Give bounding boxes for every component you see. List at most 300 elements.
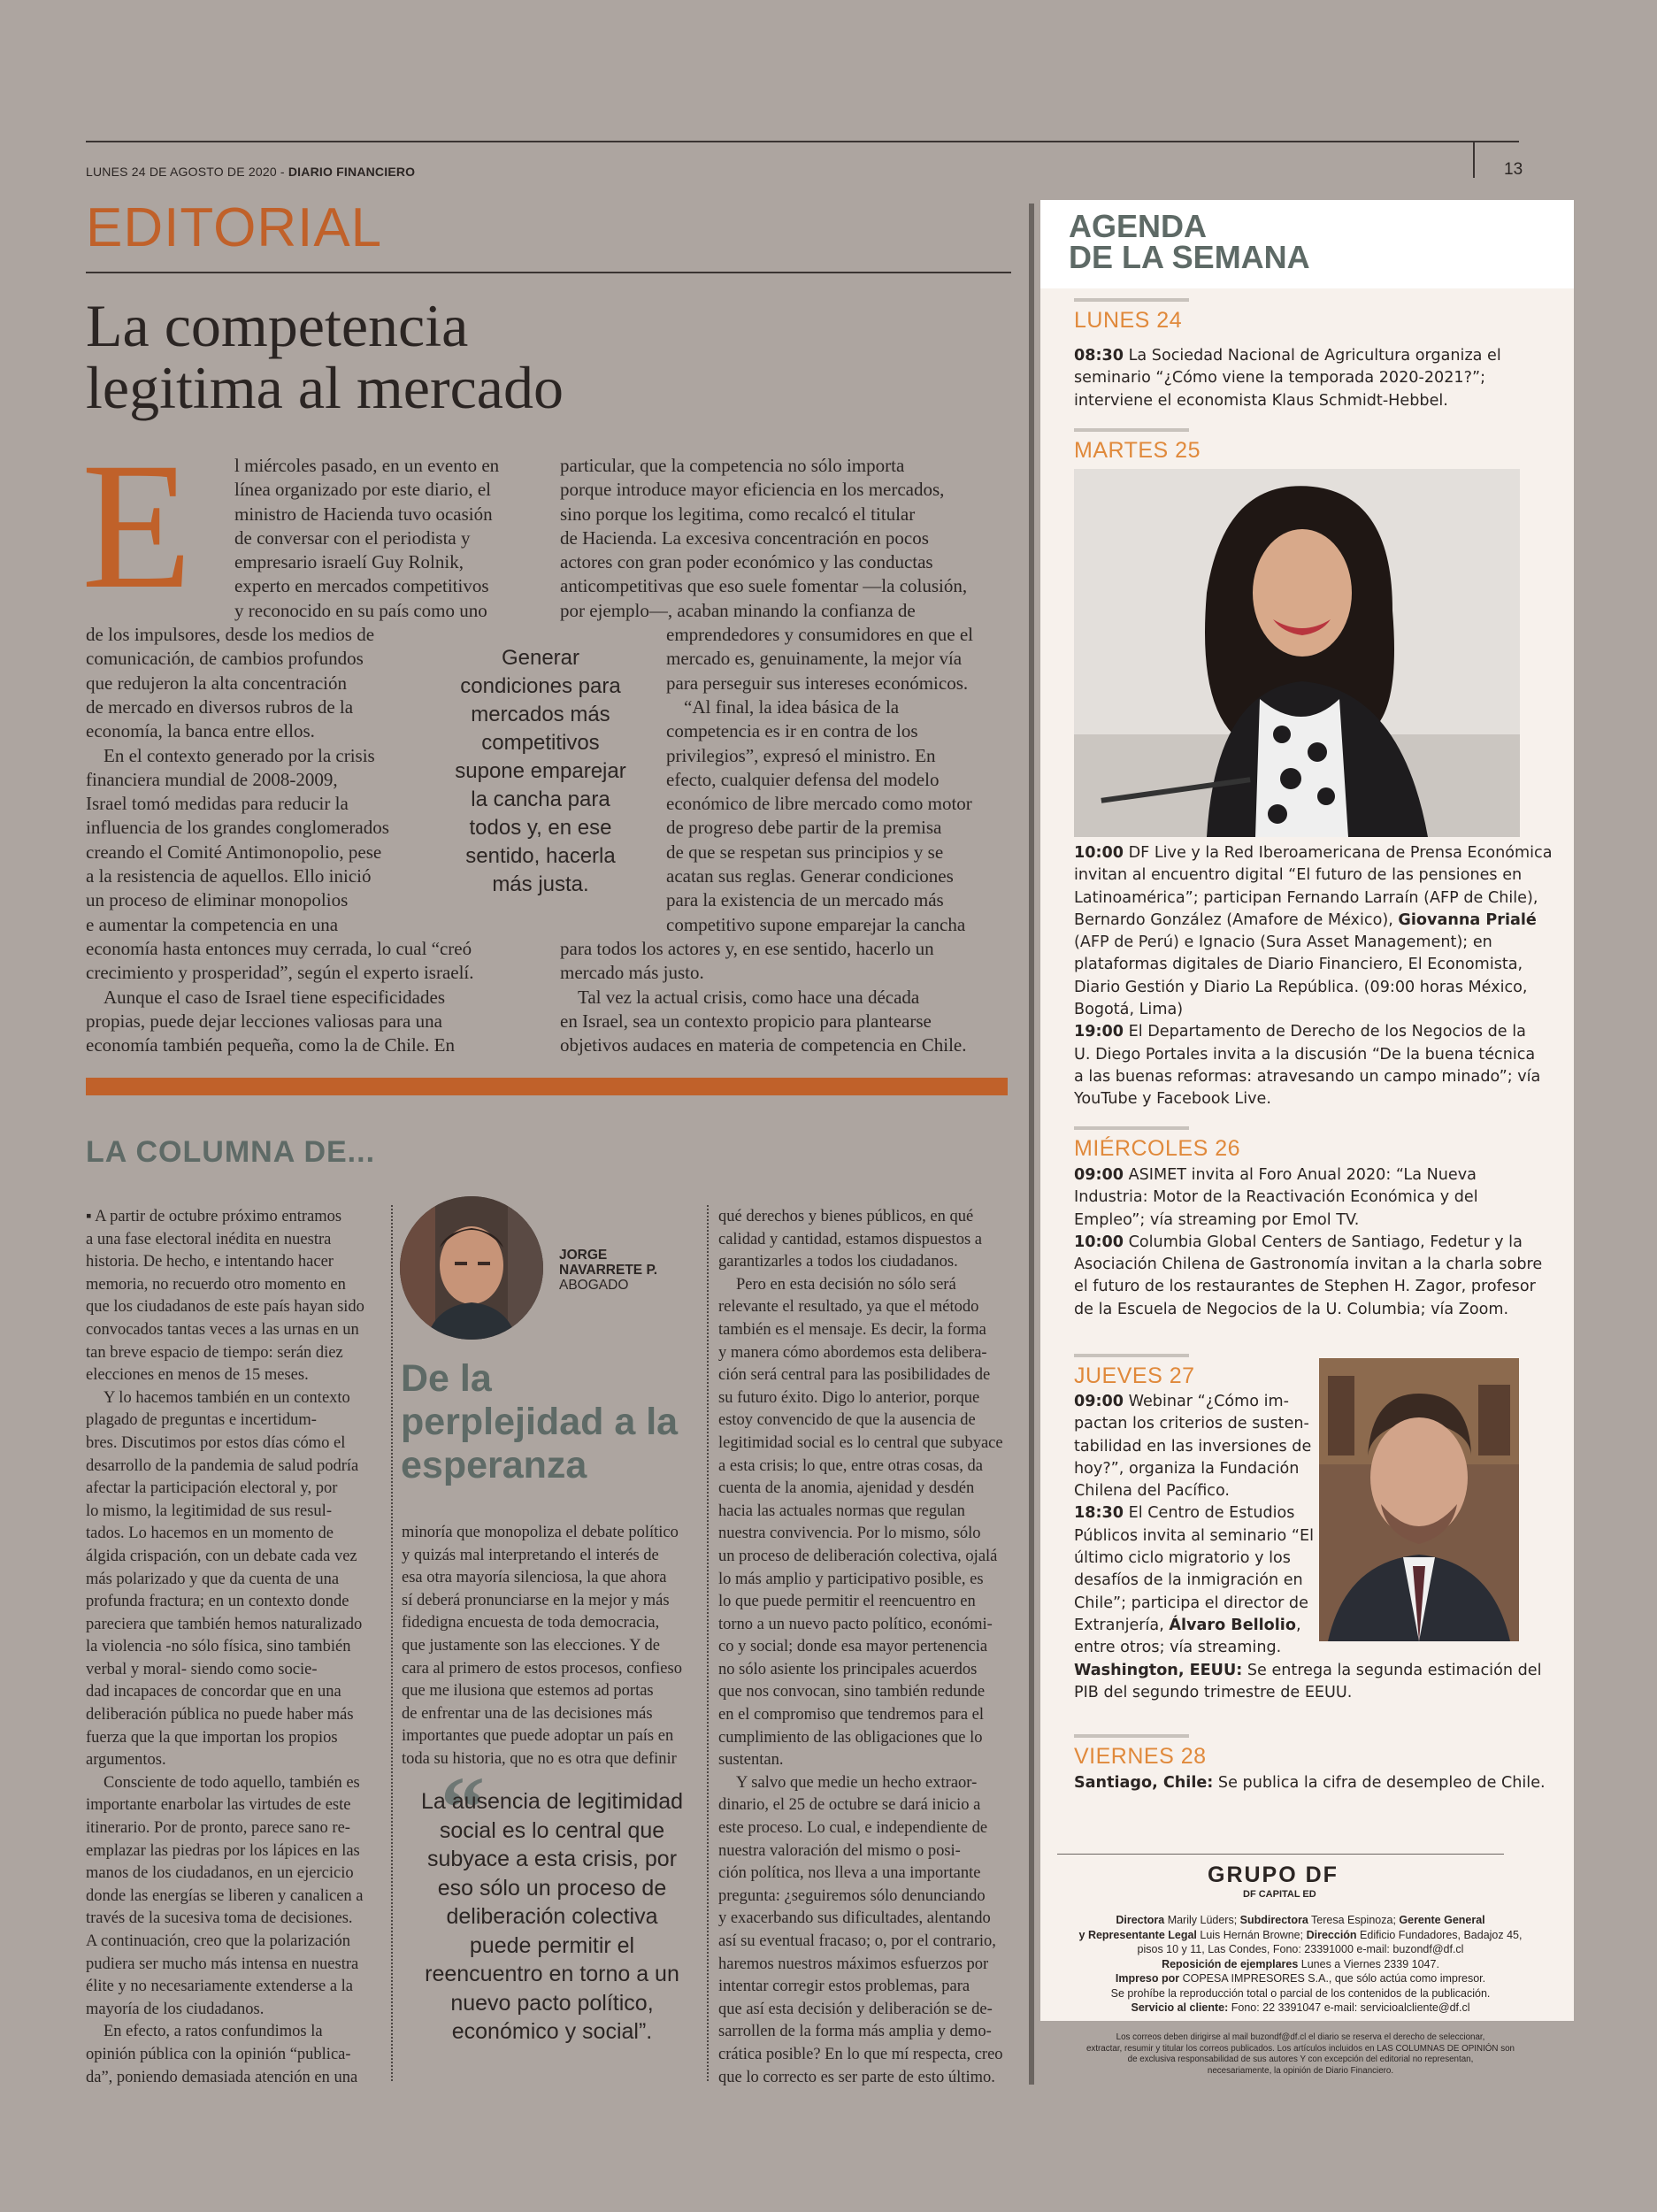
text-line: pareciera que también hemos naturalizado: [86, 1615, 363, 1633]
text-line: y manera cómo abordemos esta delibera-: [718, 1343, 987, 1362]
text-line: l miércoles pasado, en un evento en: [234, 455, 500, 476]
text-run: Diario Gestión y Diario La República. (09:00 horas México,: [1074, 978, 1528, 996]
agenda-line: [1074, 1187, 1534, 1209]
text-line: A continuación, creo que la polarización: [86, 1932, 350, 1950]
text-line: argumentos.: [86, 1751, 166, 1770]
text-line: co y social; donde esa mayor pertenencia: [718, 1638, 988, 1656]
text-run: Marily Lüders;: [1164, 1914, 1240, 1926]
text-run: COPESA IMPRESORES S.A., que sólo actúa como impresor.: [1179, 1972, 1486, 1985]
text-line: deliberación pública no puede haber más: [86, 1706, 354, 1724]
text-line: álgida crispación, con un debate cada vez: [86, 1547, 357, 1565]
text-line: que los ciudadanos de este país hayan sido: [86, 1298, 364, 1317]
text-run: Bernardo González (Amafore de México),: [1074, 910, 1399, 929]
agenda-line: [1074, 1593, 1534, 1615]
text-line: ción será central para las posibilidades de: [718, 1366, 991, 1385]
text-line: de los impulsores, desde los medios de: [86, 624, 375, 646]
text-run: Se publica la cifra de desempleo de Chile.: [1213, 1774, 1546, 1792]
text-line: torno a un nuevo pacto político, económi-: [718, 1615, 993, 1633]
agenda-monday-text: [1074, 345, 1534, 412]
agenda-sidebar-bar: [1029, 204, 1034, 2085]
agenda-line: [1057, 1942, 1544, 1957]
text-line: competitivo supone emparejar la cancha: [666, 913, 966, 935]
text-line: itinerario. Por de pronto, parece sano re-: [86, 1819, 350, 1838]
text-run: el futuro de los restaurantes de Stephen H. Zagor, profesor: [1074, 1278, 1536, 1296]
text-line: a esta crisis; lo que, entre otras cosas, da: [718, 1456, 983, 1475]
bold-run: 10:00: [1074, 1233, 1124, 1251]
bold-run: Servicio al cliente:: [1131, 2001, 1229, 2014]
bold-run: Directora: [1116, 1914, 1165, 1926]
column-text-3: [718, 1206, 1003, 2089]
text-run: U. Diego Portales invita a la discusión “De la buena técnica: [1074, 1045, 1536, 1064]
text-run: de la Escuela de Negocios de la U. Columbia; vía Zoom.: [1074, 1300, 1509, 1318]
text-line: más polarizado y que da cuenta de una: [86, 1570, 340, 1588]
text-run: Columbia Global Centers de Santiago, Fedetur y la: [1124, 1233, 1523, 1251]
editorial-headline: [86, 292, 970, 421]
text-line: emprendedores y consumidores en que el: [666, 624, 973, 646]
agenda-line: [1074, 1570, 1534, 1592]
text-line: Aunque el caso de Israel tiene especificidades: [104, 986, 445, 1008]
bold-run: Gerente General: [1399, 1914, 1485, 1926]
text-line: Y lo hacemos también en un contexto: [104, 1388, 350, 1407]
agenda-tuesday-text: [1074, 842, 1553, 1111]
text-line: importante enarbolar las virtudes de este: [86, 1796, 351, 1815]
text-run: DF Live y la Red Iberoamericana de Prensa Económica: [1124, 844, 1553, 862]
text-line: anticompetitivas que eso suele fomentar —la colusión,: [560, 575, 968, 597]
text-run: pactan los criterios de susten-: [1074, 1415, 1309, 1433]
text-line: opinión pública con la opinión “publica-: [86, 2045, 351, 2063]
author-byline: [559, 1248, 674, 1293]
agenda-line: [1074, 932, 1534, 954]
text-line: plagado de preguntas e incertidum-: [86, 1411, 317, 1430]
text-line: propias, puede dejar lecciones valiosas para una: [86, 1010, 442, 1032]
text-line: para perseguir sus intereses económicos.: [666, 672, 969, 694]
text-line: línea organizado por este diario, el: [234, 479, 492, 501]
text-line: así su eventual fracaso; o, por el contrario,: [718, 1932, 996, 1950]
agenda-line: [1074, 1772, 1552, 1794]
text-line: que me ilusiona que estemos ad portas: [402, 1682, 654, 1701]
day-rule: [1074, 1126, 1189, 1130]
text-line: fuerza que la que importan los propios: [86, 1728, 338, 1747]
bold-run: Subdirectora: [1239, 1914, 1308, 1926]
text-run: último ciclo migratorio y los: [1074, 1549, 1291, 1568]
bold-run: 09:00: [1074, 1393, 1124, 1410]
text-line: sarrollen de la forma más amplia y demo-: [718, 2023, 992, 2041]
agenda-line: [1074, 1044, 1534, 1066]
text-line: de enfrentar una de las decisiones más: [402, 1704, 653, 1723]
day-monday: LUNES 24: [1074, 308, 1183, 333]
text-run: Edificio Fundadores, Badajoz 45,: [1356, 1928, 1523, 1941]
column-pullquote: La ausencia de legitimidad social es lo central que subyace a esta crisis, por eso sólo un proceso de deliberación colectiva puede permitir el reencuentro en torno a un nuevo pacto político, económico y social”.: [420, 1789, 684, 2044]
column-divider-2: [707, 1205, 709, 2081]
text-run: hoy?”, organiza la Fundación: [1074, 1459, 1300, 1478]
agenda-line: [1074, 1021, 1534, 1043]
agenda-line: [1074, 1480, 1534, 1502]
date-text: LUNES 24 DE AGOSTO DE 2020 -: [86, 165, 285, 179]
text-line: que nos convocan, sino también redunde: [718, 1683, 986, 1701]
text-line: Consciente de todo aquello, también es: [104, 1773, 360, 1792]
agenda-line: [1074, 345, 1534, 367]
text-line: de que se respetan sus principios y se: [666, 841, 944, 863]
agenda-line: [1074, 1299, 1534, 1321]
text-line: actores con gran poder económico y las conductas: [560, 551, 933, 573]
text-line: minoría que monopoliza el debate político: [402, 1524, 679, 1541]
text-line: que redujeron la alta concentración: [86, 672, 348, 694]
text-line: un proceso de deliberación colectiva, ojalá: [718, 1547, 998, 1565]
text-run: Luis Hernán Browne;: [1196, 1928, 1307, 1941]
text-line: da”, poniendo demasiada atención en una: [86, 2068, 358, 2086]
text-line: e aumentar la competencia en una: [86, 913, 339, 935]
bold-run: Impreso por: [1115, 1972, 1180, 1985]
text-line: tan breve espacio de tiempo: serán diez: [86, 1343, 343, 1362]
text-line: la violencia -no sólo física, sino también: [86, 1638, 351, 1656]
text-line: acatan sus reglas. Generar condiciones: [666, 865, 954, 887]
text-line: nuestra convivencia. Por lo mismo, sólo: [718, 1525, 981, 1543]
text-run: Lunes a Viernes 2339 1047.: [1298, 1957, 1439, 1970]
text-run: seminario “¿Cómo viene la temporada 2020-2021?”;: [1074, 369, 1486, 388]
agenda-line: [1057, 2001, 1544, 2016]
text-line: Pero en esta decisión no sólo será: [736, 1275, 956, 1294]
column-text-1: [86, 1206, 364, 2089]
bold-run: Santiago, Chile:: [1074, 1774, 1214, 1792]
text-line: mayoría de los ciudadanos.: [86, 2000, 265, 2018]
section-rule: [86, 272, 1011, 273]
text-run: entre otros; vía streaming.: [1074, 1639, 1282, 1657]
text-line: mercado es, genuinamente, la mejor vía: [666, 648, 963, 670]
text-line: cara al primero de estos procesos, confieso: [402, 1659, 682, 1678]
agenda-line: [1074, 1615, 1534, 1637]
section-title-editorial: EDITORIAL: [86, 197, 383, 258]
text-run: Asociación Chilena de Gastronomía invitan a la charla sobre: [1074, 1256, 1543, 1274]
text-run: YouTube y Facebook Live.: [1074, 1090, 1271, 1109]
text-line: de Hacienda. La excesiva concentración en pocos: [560, 526, 929, 549]
text-run: Extranjería,: [1074, 1616, 1170, 1634]
text-run: Chile”; participa el director de: [1074, 1594, 1308, 1612]
bold-run: Giovanna Prialé: [1398, 910, 1537, 929]
text-line: de mercado en diversos rubros de la: [86, 695, 354, 718]
text-line: por ejemplo—, acaban minando la confianza de: [560, 599, 916, 621]
author-name: JORGE NAVARRETE P.: [559, 1248, 658, 1278]
text-line: competencia es ir en contra de los: [666, 720, 918, 742]
agenda-line: [1057, 1957, 1544, 1972]
agenda-line: [1074, 1088, 1534, 1110]
author-photo: [400, 1196, 543, 1340]
headline-line-1: La competencia: [86, 292, 469, 359]
day-friday: VIERNES 28: [1074, 1744, 1207, 1769]
text-run: Fono: 22 3391047 e-mail: servicioalcliente@df.cl: [1228, 2001, 1470, 2014]
bold-run: Álvaro Bellolio: [1169, 1616, 1296, 1634]
text-run: invitan al encuentro digital “El futuro de las pensiones en: [1074, 866, 1523, 885]
text-run: Teresa Espinoza;: [1308, 1914, 1400, 1926]
grupo-sublogo: DF CAPITAL ED: [1243, 1889, 1316, 1900]
text-run: El Departamento de Derecho de los Negocios de la: [1124, 1023, 1526, 1041]
agenda-line: [1074, 887, 1538, 910]
text-line: ▪ A partir de octubre próximo entramos: [86, 1208, 342, 1225]
fine-line: Los correos deben dirigirse al mail buzondf@df.cl el diario se reserva el derecho de seleccionar,: [1116, 2032, 1485, 2042]
imprint-credits: [1057, 1913, 1544, 2016]
agenda-line: [1074, 977, 1534, 999]
agenda-line: [1074, 1276, 1534, 1298]
drop-cap: E: [81, 426, 193, 626]
text-run: Bogotá, Lima): [1074, 1001, 1184, 1019]
bold-run: 10:00: [1074, 844, 1124, 862]
text-line: Y salvo que medie un hecho extraor-: [736, 1773, 978, 1792]
text-run: pisos 10 y 11, Las Condes, Fono: 23391000 e-mail: buzondf@df.cl: [1137, 1943, 1464, 1955]
bold-run: 18:30: [1074, 1504, 1124, 1523]
author-role: ABOGADO: [559, 1278, 629, 1293]
agenda-line: [1074, 999, 1534, 1021]
bold-run: 08:30: [1074, 347, 1124, 365]
text-line: influencia de los grandes conglomerados: [86, 817, 389, 839]
agenda-thursday-text: [1074, 1391, 1542, 1704]
day-rule: [1074, 298, 1189, 302]
bold-run: 09:00: [1074, 1166, 1124, 1184]
agenda-line: [1057, 1986, 1544, 2001]
agenda-line: [1074, 1637, 1534, 1659]
text-line: ción política, nos lleva a una importante: [718, 1864, 981, 1883]
text-run: La Sociedad Nacional de Agricultura organiza el: [1124, 347, 1501, 365]
agenda-line: [1057, 1971, 1544, 1986]
section-title-columna: LA COLUMNA DE...: [86, 1135, 376, 1169]
column-text-2: [402, 1522, 682, 1771]
headline-line-2: legitima al mercado: [86, 354, 564, 421]
bold-run: Reposición de ejemplares: [1162, 1957, 1299, 1970]
agenda-title: [1069, 208, 1310, 275]
agenda-line: [1074, 1525, 1534, 1548]
text-line: que así esta decisión y deliberación se de-: [718, 2000, 993, 2018]
text-run: interviene el economista Klaus Schmidt-Hebbel.: [1074, 391, 1448, 410]
text-line: crática posible? En lo que mí respecta, creo: [718, 2045, 1003, 2063]
text-line: qué derechos y bienes públicos, en qué: [718, 1208, 974, 1225]
text-line: calidad y cantidad, estamos dispuestos a: [718, 1230, 982, 1248]
text-line: estoy convencido de que la ausencia de: [718, 1411, 976, 1430]
editorial-pullquote: Generar condiciones para mercados más competitivos supone emparejar la cancha para todos y, en ese sentido, hacerla más justa.: [455, 646, 626, 896]
text-line: crecimiento y prosperidad”, según el experto israelí.: [86, 962, 474, 984]
text-line: ministro de Hacienda tuvo ocasión: [234, 503, 493, 525]
column-divider-1: [391, 1205, 393, 2081]
text-line: economía, la banca entre ellos.: [86, 720, 315, 742]
text-run: ASIMET invita al Foro Anual 2020: “La Nueva: [1124, 1166, 1477, 1184]
agenda-line: [1074, 1682, 1534, 1704]
text-run: desafíos de la inmigración en: [1074, 1571, 1303, 1590]
agenda-line: [1074, 1458, 1534, 1480]
text-line: financiera mundial de 2008-2009,: [86, 768, 338, 790]
page-number-divider: [1473, 141, 1475, 178]
text-line: sustentan.: [718, 1751, 784, 1770]
agenda-line: [1074, 1436, 1534, 1458]
text-line: dad incapaces de concordar que en una: [86, 1683, 341, 1701]
text-line: En el contexto generado por la crisis: [104, 744, 375, 766]
day-tuesday: MARTES 25: [1074, 438, 1201, 463]
text-line: sí deberá pronunciarse en la mejor y más: [402, 1591, 670, 1609]
text-line: a la resistencia de aquellos. Ello inició: [86, 865, 372, 887]
agenda-line: [1074, 1548, 1534, 1570]
fine-line: de exclusiva responsabilidad de sus autores Y con excepción del editorial no representan,: [1127, 2055, 1474, 2064]
text-line: verbal y moral- siendo como socie-: [86, 1660, 318, 1678]
text-line: a una fase electoral inédita en nuestra: [86, 1230, 332, 1248]
giovanna-priale-photo: [1074, 469, 1520, 837]
day-wednesday: MIÉRCOLES 26: [1074, 1136, 1241, 1161]
text-line: tados. Lo hacemos en un momento de: [86, 1525, 334, 1543]
text-line: En efecto, a ratos confundimos la: [104, 2023, 323, 2041]
fine-line: necesariamente, la opinión de Diario Financiero.: [1207, 2065, 1394, 2076]
agenda-line: [1074, 1391, 1534, 1413]
fine-line: extractar, resumir y titular los correos publicados. Los artículos incluidos en LAS COLUMNAS DE OPINIÓN son: [1085, 2043, 1515, 2054]
text-line: para la existencia de un mercado más: [666, 889, 944, 911]
text-line: elecciones en menos de 15 meses.: [86, 1366, 309, 1385]
text-line: importantes que puede adoptar un país en: [402, 1727, 674, 1746]
text-line: manos de los ciudadanos, en un ejercicio: [86, 1864, 354, 1883]
text-line: intentar corregir estos problemas, para: [718, 1978, 970, 1996]
text-line: Israel tomó medidas para reducir la: [86, 793, 349, 815]
text-line: memoria, no recuerdo otro momento en: [86, 1275, 346, 1294]
imprint-rule: [1057, 1854, 1504, 1855]
text-run: El Centro de Estudios: [1124, 1504, 1295, 1523]
agenda-line: [1074, 1413, 1534, 1435]
day-rule: [1074, 1354, 1189, 1357]
text-line: “Al final, la idea básica de la: [684, 695, 900, 718]
text-line: fidedigna encuesta de toda democracia,: [402, 1614, 660, 1632]
text-run: (AFP de Perú) e Ignacio (Sura Asset Management); en: [1074, 933, 1492, 952]
text-line: legitimidad social es lo central que subyace: [718, 1433, 1003, 1452]
text-line: élite y no necesariamente extenderse a la: [86, 1978, 354, 1996]
text-line: hacia las actuales normas que regulan: [718, 1502, 965, 1520]
text-line: economía también pequeña, como la de Chile. En: [86, 1034, 455, 1056]
text-line: y exacerbando sus dificultades, alentando: [718, 1909, 991, 1928]
paper-name: DIARIO FINANCIERO: [288, 165, 416, 179]
text-line: lo que puede permitir el reencuentro en: [718, 1593, 976, 1611]
text-line: empresario israelí Guy Rolnik,: [234, 551, 464, 573]
text-line: cuenta de la anomia, ajenidad y desdén: [718, 1479, 975, 1498]
text-line: que lo correcto es ser parte de esto último.: [718, 2068, 995, 2086]
text-line: experto en mercados competitivos: [234, 575, 489, 597]
text-line: objetivos audaces en materia de competencia en Chile.: [560, 1034, 967, 1056]
agenda-line: [1074, 1164, 1534, 1187]
agenda-line: [1074, 1232, 1534, 1254]
imprint-fine-print: [1057, 2032, 1544, 2077]
text-line: y reconocido en su país como uno: [234, 599, 487, 621]
text-line: emplazar las piedras por los lápices en las: [86, 1841, 360, 1860]
day-rule: [1074, 428, 1189, 432]
agenda-line: [1074, 1660, 1542, 1682]
text-run: Industria: Motor de la Reactivación Económica y del: [1074, 1188, 1478, 1207]
agenda-line: [1074, 1210, 1534, 1232]
text-line: donde las energías se liberen y canalicen a: [86, 1886, 364, 1905]
agenda-line: [1074, 367, 1534, 389]
grupo-df-logo: GRUPO DF: [1208, 1863, 1339, 1887]
text-line: nuestra valoración del mismo o posi-: [718, 1841, 961, 1860]
text-line: efecto, cualquier defensa del modelo: [666, 768, 940, 790]
text-run: Webinar “¿Cómo im-: [1124, 1393, 1289, 1410]
editorial-column-1: [86, 454, 499, 1057]
quote-mark-icon: “: [441, 1758, 485, 1856]
agenda-friday-text: [1074, 1772, 1552, 1794]
agenda-title-line-2: DE LA SEMANA: [1069, 239, 1310, 275]
bold-run: 19:00: [1074, 1023, 1124, 1041]
page-number: 13: [1504, 160, 1523, 179]
text-line: desarrollo de la pandemia de salud podría: [86, 1456, 359, 1475]
text-run: plataformas digitales de Diario Financiero, El Economista,: [1074, 956, 1523, 974]
text-line: y quizás mal interpretando el interés de: [402, 1546, 659, 1564]
text-line: través de la sucesiva toma de decisiones.: [86, 1909, 353, 1928]
text-line: también es el mensaje. Es decir, la forma: [718, 1320, 986, 1339]
agenda-line: [1057, 1928, 1544, 1943]
dateline: [86, 165, 415, 179]
text-line: este proceso. Lo cual, e independiente de: [718, 1819, 988, 1838]
bold-run: Washington, EEUU:: [1074, 1661, 1243, 1679]
day-thursday: JUEVES 27: [1074, 1363, 1195, 1388]
text-run: Se entrega la segunda estimación del: [1242, 1661, 1542, 1679]
text-line: esa otra mayoría silenciosa, la que ahora: [402, 1569, 667, 1587]
text-line: garantizarles a todos los ciudadanos.: [718, 1253, 958, 1271]
text-line: economía hasta entonces muy cerrada, lo cual “creó: [86, 937, 472, 959]
bold-run: Dirección: [1306, 1928, 1357, 1941]
text-line: lo mismo, la legitimidad de sus resul-: [86, 1502, 332, 1520]
text-line: dinario, el 25 de octubre se dará inicio a: [718, 1796, 981, 1815]
text-line: lo más amplio y participativo posible, es: [718, 1570, 984, 1588]
text-run: Se prohíbe la reproducción total o parcial de los contenidos de la publicación.: [1110, 1986, 1491, 2000]
agenda-line: [1074, 910, 1537, 932]
text-line: sino porque los legitima, como recalcó el titular: [560, 503, 916, 525]
text-line: en Israel, sea un contexto propicio para plantearse: [560, 1010, 932, 1032]
agenda-line: [1074, 954, 1534, 976]
agenda-line: [1074, 864, 1534, 887]
text-line: comunicación, de cambios profundos: [86, 648, 364, 670]
agenda-wednesday-text: [1074, 1164, 1543, 1321]
text-line: Tal vez la actual crisis, como hace una década: [578, 986, 920, 1008]
text-line: de progreso debe partir de la premisa: [666, 817, 942, 839]
text-line: profunda fractura; en un contexto donde: [86, 1593, 349, 1611]
text-line: para todos los actores y, en ese sentido, hacerlo un: [560, 937, 934, 959]
text-line: económico de libre mercado como motor: [666, 793, 972, 815]
text-line: pudiera ser mucho más intensa en nuestra: [86, 1955, 359, 1973]
agenda-line: [1074, 1066, 1541, 1088]
agenda-line: [1057, 1913, 1544, 1928]
text-run: ,: [1295, 1616, 1301, 1634]
text-line: un proceso de eliminar monopolios: [86, 889, 349, 911]
agenda-line: [1074, 1254, 1543, 1276]
editorial-bottom-bar: [86, 1078, 1008, 1095]
text-run: Latinoamérica”; participan Fernando Larraín (AFP de Chile),: [1074, 888, 1538, 907]
agenda-line: [1074, 1502, 1534, 1525]
text-run: tabilidad en las inversiones de: [1074, 1437, 1312, 1455]
text-run: Chilena del Pacífico.: [1074, 1482, 1230, 1501]
text-line: bres. Discutimos por estos días cómo el: [86, 1433, 346, 1452]
text-line: porque introduce mayor eficiencia en los mercados,: [560, 479, 945, 501]
text-line: creando el Comité Antimonopolio, pese: [86, 841, 382, 863]
text-run: PIB del segundo trimestre de EEUU.: [1074, 1683, 1353, 1701]
text-line: relevante el resultado, ya que el método: [718, 1298, 979, 1317]
text-line: toda su historia, que no es otra que definir: [402, 1749, 677, 1768]
text-run: a las buenas reformas: atravesando un campo minado”; vía: [1074, 1067, 1541, 1086]
text-run: Públicos invita al seminario “El: [1074, 1526, 1315, 1545]
top-rule: [86, 141, 1519, 142]
agenda-title-line-1: AGENDA: [1069, 208, 1208, 244]
agenda-line: [1074, 390, 1534, 412]
text-line: convocados tantas veces a las urnas en un: [86, 1320, 359, 1339]
agenda-line: [1074, 842, 1553, 864]
text-line: privilegios”, expresó el ministro. En: [666, 744, 936, 766]
text-line: en el compromiso que tendremos para el: [718, 1706, 985, 1724]
text-line: particular, que la competencia no sólo importa: [560, 455, 905, 476]
text-line: pregunta: ¿seguiremos sólo denunciando: [718, 1886, 986, 1905]
column-title: De la perplejidad a la esperanza: [401, 1357, 679, 1486]
text-run: Empleo”; vía streaming por Emol TV.: [1074, 1210, 1360, 1229]
text-line: mercado más justo.: [560, 962, 704, 984]
day-rule: [1074, 1734, 1189, 1738]
text-line: no sólo asiente los principales acuerdos: [718, 1660, 978, 1678]
text-line: su futuro éxito. Digo lo anterior, porque: [718, 1388, 980, 1407]
text-line: que justamente son las elecciones. Y de: [402, 1636, 660, 1655]
